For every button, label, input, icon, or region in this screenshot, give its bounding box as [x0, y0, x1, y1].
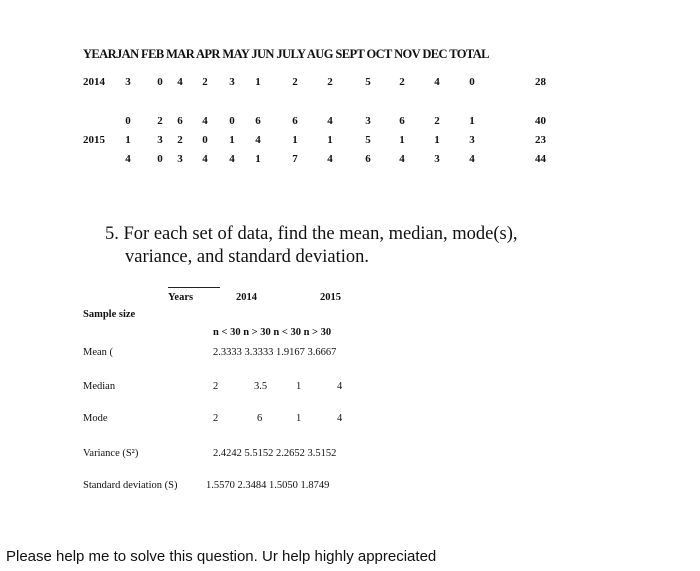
row-2015-1-cell: 2 [157, 115, 163, 127]
question-line-1: 5. For each set of data, find the mean, median, mode(s), [105, 224, 518, 244]
row-2015-year: 2015 [83, 134, 105, 146]
row-2015-2-cell: 0 [202, 134, 208, 146]
header-rule [168, 287, 220, 288]
row-2015-1-cell: 2 [434, 115, 440, 127]
row-2014-cell: 3 [125, 76, 131, 88]
row-2015-3-cell: 4 [229, 153, 235, 165]
row-2015-1-cell: 6 [399, 115, 405, 127]
median-value-1: 2 [213, 381, 219, 392]
row-2015-2-cell: 1 [399, 134, 405, 146]
row-2015-3-cell: 0 [157, 153, 163, 165]
stats-col-2014: 2014 [236, 292, 257, 303]
median-label: Median [83, 381, 116, 392]
mode-value-2: 6 [257, 413, 263, 424]
row-2015-3-cell: 3 [177, 153, 183, 165]
row-2014-cell: 0 [469, 76, 475, 88]
row-2015-3-cell: 4 [399, 153, 405, 165]
sample-size-value: n < 30 n > 30 n < 30 n > 30 [213, 327, 332, 338]
row-2015b-total: 23 [535, 134, 546, 146]
row-2015-3-cell: 4 [469, 153, 475, 165]
mode-value-3: 1 [296, 413, 302, 424]
mode-value-1: 2 [213, 413, 219, 424]
stats-col-years: Years [168, 292, 194, 303]
row-2015-3-cell: 4 [327, 153, 333, 165]
row-2014-cell: 4 [177, 76, 183, 88]
question-line-2: variance, and standard deviation. [125, 247, 369, 267]
row-2015-3-cell: 4 [125, 153, 131, 165]
row-2015-1-cell: 1 [469, 115, 475, 127]
row-2014-cell: 2 [202, 76, 208, 88]
row-2015-2-cell: 5 [365, 134, 371, 146]
sd-value: 1.5570 2.3484 1.5050 1.8749 [206, 480, 330, 491]
median-value-4: 4 [337, 381, 343, 392]
row-2015-1-cell: 4 [327, 115, 333, 127]
row-2014-cell: 3 [229, 76, 235, 88]
row-2015-2-cell: 4 [255, 134, 261, 146]
median-value-3: 1 [296, 381, 302, 392]
row-2015-2-cell: 2 [177, 134, 183, 146]
row-2015-2-cell: 1 [292, 134, 298, 146]
row-2015-2-cell: 3 [157, 134, 163, 146]
row-2015-3-cell: 7 [292, 153, 298, 165]
row-2014-cell: 2 [292, 76, 298, 88]
row-2015-1-cell: 4 [202, 115, 208, 127]
row-2014-cell: 4 [434, 76, 440, 88]
table-header: YEARJAN FEB MAR APR MAY JUN JULY AUG SEPT OCT NOV DEC TOTAL [83, 47, 489, 61]
row-2015-3-cell: 6 [365, 153, 371, 165]
row-2015-3-cell: 3 [434, 153, 440, 165]
mode-label: Mode [83, 413, 108, 424]
row-2015-3-cell: 1 [255, 153, 261, 165]
stats-col-2015: 2015 [320, 292, 341, 303]
row-2015a-total: 40 [535, 115, 546, 127]
row-2014-cell: 5 [365, 76, 371, 88]
row-2015-2-cell: 1 [229, 134, 235, 146]
row-2014-year: 2014 [83, 76, 105, 88]
footer-text: Please help me to solve this question. Ur help highly appreciated [6, 548, 437, 565]
mode-value-4: 4 [337, 413, 343, 424]
sd-label: Standard deviation (S) [83, 480, 178, 491]
row-2015-1-cell: 6 [255, 115, 261, 127]
row-2015c-total: 44 [535, 153, 546, 165]
row-2015-2-cell: 1 [327, 134, 333, 146]
row-2015-1-cell: 3 [365, 115, 371, 127]
row-2015-2-cell: 1 [125, 134, 131, 146]
row-2015-3-cell: 4 [202, 153, 208, 165]
variance-label: Variance (S²) [83, 448, 139, 459]
row-2014-total: 28 [535, 76, 546, 88]
mean-label: Mean ( [83, 347, 114, 358]
row-2014-cell: 0 [157, 76, 163, 88]
variance-value: 2.4242 5.5152 2.2652 3.5152 [213, 448, 337, 459]
row-2015-1-cell: 6 [292, 115, 298, 127]
row-2014-cell: 2 [399, 76, 405, 88]
row-2015-1-cell: 6 [177, 115, 183, 127]
median-value-2: 3.5 [254, 381, 268, 392]
row-2014-cell: 1 [255, 76, 261, 88]
mean-value: 2.3333 3.3333 1.9167 3.6667 [213, 347, 337, 358]
row-2015-1-cell: 0 [229, 115, 235, 127]
row-2015-1-cell: 0 [125, 115, 131, 127]
row-2015-2-cell: 3 [469, 134, 475, 146]
row-2015-2-cell: 1 [434, 134, 440, 146]
row-2014-cell: 2 [327, 76, 333, 88]
sample-size-label: Sample size [83, 309, 136, 320]
